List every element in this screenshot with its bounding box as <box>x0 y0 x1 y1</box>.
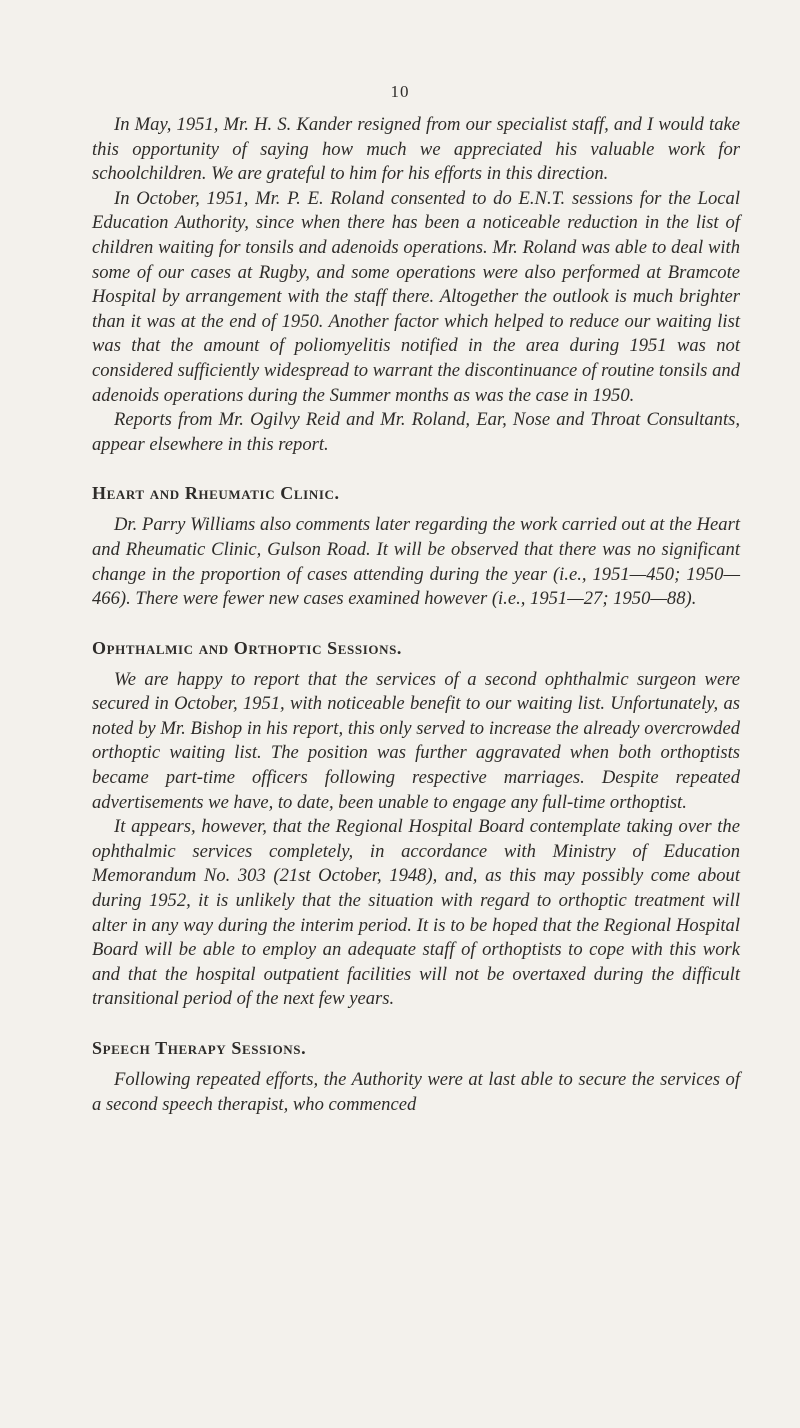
paragraph-speech-therapy: Following repeated efforts, the Authority were at last able to secure the services of a second speech therapist, who commenced <box>92 1069 740 1115</box>
heading-ophthalmic-orthoptic: Ophthalmic and Orthoptic Sessions. <box>92 637 402 658</box>
paragraph-roland-ent-sessions: In October, 1951, Mr. P. E. Roland consented to do E.N.T. sessions for the Local Education Authority, since when there has been a noticeable reduction in the list of children waiting for tonsils and adenoids operations. Mr. Roland was able to deal with some of our cases at Rugby, and some operations were also performed at Bramcote Hospital by arrangement with the staff there. Altogether the outlook is much brighter than it was at the end of 1950. Another factor which helped to reduce our waiting list was that the amount of poliomyelitis notified in the area during 1951 was not considered sufficiently widespread to warrant the discontinuance of routine tonsils and adenoids operations during the Summer months as was the case in 1950. <box>92 187 740 406</box>
paragraph-heart-clinic: Dr. Parry Williams also comments later regarding the work carried out at the Heart and Rheumatic Clinic, Gulson Road. It will be observed that there was no significant change in the proportion of cases attending during the year (i.e., 1951—450; 1950—466). There were fewer new cases examined however (i.e., 1951—27; 1950—88). <box>92 514 740 610</box>
heading-speech-therapy: Speech Therapy Sessions. <box>92 1038 307 1058</box>
paragraph-regional-hospital-board: It appears, however, that the Regional Hospital Board contemplate taking over the ophthalmic services completely, in accordance with Ministry of Education Memorandum No. 303 (21st October, 1948), and, as this may possibly come about during 1952, it is unlikely that the situation with regard to orthoptic treatment will alter in any way during the interim period. It is to be hoped that the Regional Hospital Board will be able to employ an adequate staff of orthoptists to cope with this work and that the hospital outpatient facilities will not be overtaxed during the difficult transitional period of the next few years. <box>92 816 740 1010</box>
body-text <box>92 113 740 1117</box>
paragraph-ent-reports: Reports from Mr. Ogilvy Reid and Mr. Roland, Ear, Nose and Throat Consultants, appear elsewhere in this report. <box>92 409 740 455</box>
paragraph-kander-resignation: In May, 1951, Mr. H. S. Kander resigned from our specialist staff, and I would take this opportunity of saying how much we appreciated his valuable work for schoolchildren. We are grateful to him for his efforts in this direction. <box>92 114 740 185</box>
paragraph-ophthalmic-surgeon: We are happy to report that the services of a second ophthalmic surgeon were secured in October, 1951, with noticeable benefit to our waiting list. Unfortunately, as noted by Mr. Bishop in his report, this only served to increase the already overcrowded orthoptic waiting list. The position was further aggravated when both orthoptists became part-time officers following respective marriages. Despite repeated advertisements we have, to date, been unable to engage any full-time orthoptist. <box>92 668 740 813</box>
page-number: 10 <box>390 82 410 101</box>
heading-heart-rheumatic-clinic: Heart and Rheumatic Clinic. <box>92 483 340 504</box>
